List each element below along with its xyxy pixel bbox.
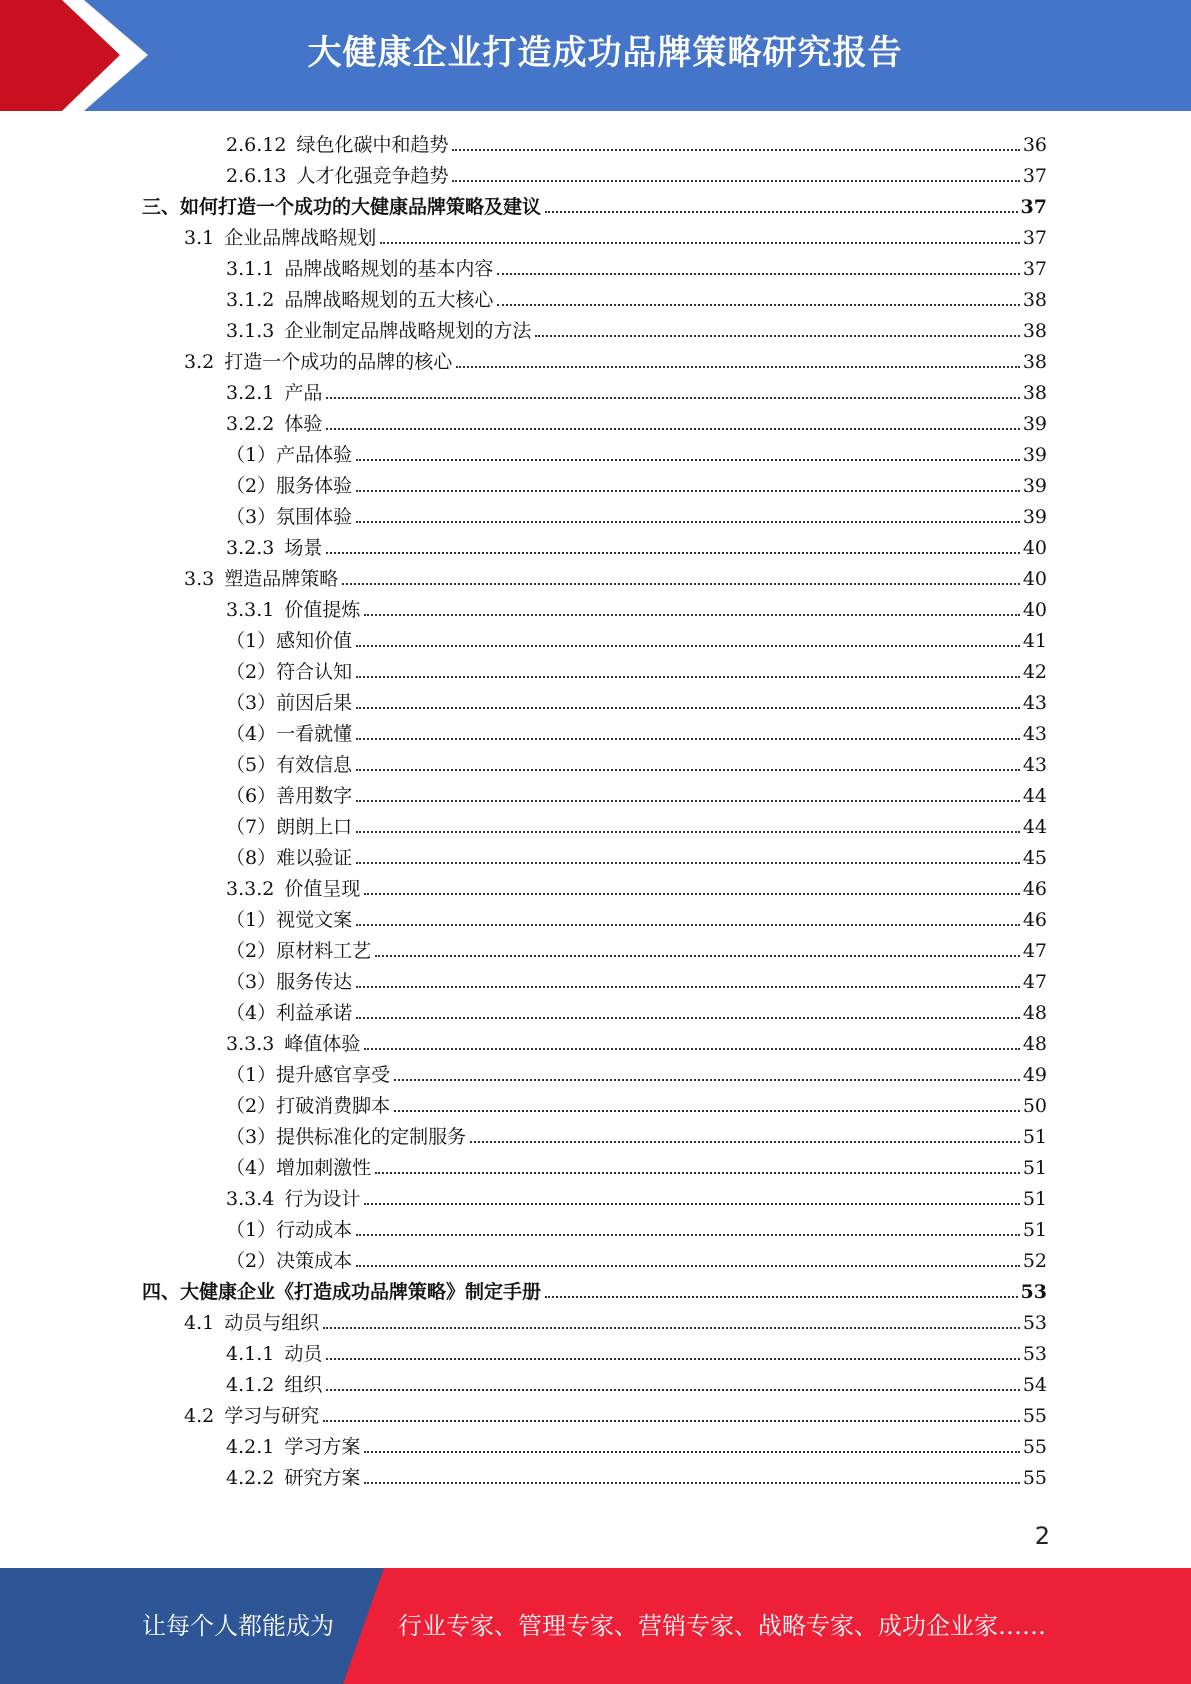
toc-entry-number: 3.3.2	[226, 878, 275, 900]
toc-entry-text	[226, 815, 352, 839]
toc-entry-number: 3.3.4	[226, 1188, 275, 1210]
toc-entry[interactable]	[226, 994, 1047, 1025]
toc-page-number: 46	[1022, 909, 1047, 931]
toc-page-number: 39	[1022, 413, 1047, 435]
toc-dot-leader	[394, 1079, 1020, 1081]
toc-page-number: 37	[1020, 196, 1047, 218]
toc-entry-label: 打造一个成功的品牌的核心	[224, 351, 453, 373]
toc-entry-text	[226, 908, 352, 932]
toc-entry-label: 产品	[284, 382, 323, 404]
toc-entry-text	[226, 1249, 352, 1273]
toc-entry[interactable]	[226, 901, 1047, 932]
toc-entry-number: 3.2	[184, 351, 215, 373]
toc-dot-leader	[356, 924, 1020, 926]
toc-entry-label: 峰值体验	[284, 1033, 361, 1055]
toc-dot-leader	[356, 769, 1020, 771]
toc-entry[interactable]	[184, 1397, 1047, 1428]
toc-entry-label: 人才化强竞争趋势	[296, 165, 449, 187]
toc-entry[interactable]	[226, 498, 1047, 529]
toc-entry-label: 行为设计	[284, 1188, 361, 1210]
toc-dot-leader	[456, 366, 1020, 368]
toc-dot-leader	[356, 831, 1020, 833]
toc-entry-label: 绿色化碳中和趋势	[296, 134, 449, 156]
toc-dot-leader	[326, 1389, 1019, 1391]
toc-page-number: 40	[1022, 599, 1047, 621]
toc-entry-label: 学习方案	[284, 1436, 361, 1458]
toc-dot-leader	[323, 1420, 1020, 1422]
toc-dot-leader	[326, 1358, 1019, 1360]
toc-page-number: 41	[1022, 630, 1047, 652]
toc-entry[interactable]	[226, 963, 1047, 994]
toc-page-number: 51	[1022, 1126, 1047, 1148]
toc-entry-text	[226, 1156, 371, 1180]
toc-entry-text	[184, 1404, 319, 1428]
toc-entry-label: （5）有效信息	[226, 754, 353, 776]
toc-entry[interactable]	[226, 1428, 1047, 1459]
toc-entry[interactable]	[226, 746, 1047, 777]
toc-page-number: 37	[1022, 258, 1047, 280]
toc-entry[interactable]	[226, 436, 1047, 467]
toc-entry-label: （3）氛围体验	[226, 506, 353, 528]
toc-entry-label: （4）增加刺激性	[226, 1157, 372, 1179]
toc-page-number: 48	[1022, 1002, 1047, 1024]
toc-entry[interactable]	[226, 405, 1047, 436]
toc-entry-text	[226, 660, 352, 684]
toc-page-number: 52	[1022, 1250, 1047, 1272]
toc-dot-leader	[497, 273, 1019, 275]
toc-entry[interactable]	[142, 1273, 1047, 1304]
toc-entry-text	[226, 1435, 360, 1459]
toc-entry-label: （8）难以验证	[226, 847, 353, 869]
toc-entry-label: （3）提供标准化的定制服务	[226, 1126, 467, 1148]
toc-entry-label: （7）朗朗上口	[226, 816, 353, 838]
toc-page-number: 51	[1022, 1219, 1047, 1241]
toc-dot-leader	[356, 738, 1020, 740]
document-title: 大健康企业打造成功品牌策略研究报告	[307, 33, 903, 73]
toc-dot-leader	[356, 1234, 1020, 1236]
toc-entry[interactable]	[226, 1087, 1047, 1118]
toc-entry[interactable]	[226, 839, 1047, 870]
toc-entry-number: 3.2.2	[226, 413, 275, 435]
toc-page-number: 37	[1022, 165, 1047, 187]
toc-page-number: 49	[1022, 1064, 1047, 1086]
toc-entry-label: （3）前因后果	[226, 692, 353, 714]
toc-entry-text	[226, 443, 352, 467]
toc-entry-label: 动员与组织	[224, 1312, 320, 1334]
toc-entry-text	[226, 846, 352, 870]
toc-entry-label: 体验	[284, 413, 323, 435]
toc-entry-label: 三、如何打造一个成功的大健康品牌策略及建议	[142, 196, 542, 218]
toc-page-number: 38	[1022, 351, 1047, 373]
toc-entry[interactable]	[226, 1335, 1047, 1366]
header-bar	[0, 0, 1191, 111]
toc-entry-text	[226, 1125, 466, 1149]
toc-entry-label: （2）服务体验	[226, 475, 353, 497]
toc-dot-leader	[497, 304, 1019, 306]
toc-entry[interactable]	[226, 126, 1047, 157]
toc-entry-text	[226, 133, 448, 157]
toc-dot-leader	[364, 1048, 1019, 1050]
toc-entry-number: 3.1.1	[226, 258, 275, 280]
toc-entry-label: （2）原材料工艺	[226, 940, 372, 962]
toc-dot-leader	[326, 397, 1019, 399]
toc-entry[interactable]	[226, 1242, 1047, 1273]
toc-dot-leader	[356, 862, 1020, 864]
toc-dot-leader	[356, 521, 1020, 523]
toc-entry-label: 研究方案	[284, 1467, 361, 1489]
toc-dot-leader	[323, 1327, 1020, 1329]
toc-entry-text	[226, 319, 531, 343]
toc-entry-label: 品牌战略规划的基本内容	[284, 258, 494, 280]
toc-entry-label: （1）行动成本	[226, 1219, 353, 1241]
toc-dot-leader	[356, 1017, 1020, 1019]
toc-entry-label: （2）符合认知	[226, 661, 353, 683]
toc-page-number: 45	[1022, 847, 1047, 869]
toc-entry-number: 4.1.1	[226, 1343, 275, 1365]
toc-entry[interactable]	[184, 219, 1047, 250]
toc-dot-leader	[535, 335, 1019, 337]
toc-page-number: 39	[1022, 475, 1047, 497]
toc-page-number: 55	[1022, 1467, 1047, 1489]
toc-dot-leader	[452, 180, 1019, 182]
toc-entry-text	[226, 722, 352, 746]
toc-entry-label: 学习与研究	[224, 1405, 320, 1427]
toc-page-number: 51	[1022, 1188, 1047, 1210]
toc-dot-leader	[326, 552, 1019, 554]
toc-page-number: 37	[1022, 227, 1047, 249]
toc-entry[interactable]	[226, 653, 1047, 684]
toc-dot-leader	[326, 428, 1019, 430]
toc-entry-label: （4）一看就懂	[226, 723, 353, 745]
toc-page-number: 53	[1022, 1343, 1047, 1365]
toc-dot-leader	[380, 242, 1020, 244]
toc-entry[interactable]	[226, 1149, 1047, 1180]
toc-dot-leader	[356, 707, 1020, 709]
toc-entry[interactable]	[226, 1025, 1047, 1056]
toc-dot-leader	[545, 1296, 1018, 1298]
toc-entry-text	[142, 195, 541, 219]
toc-dot-leader	[375, 1172, 1020, 1174]
footer-slogan-left: 让每个人都能成为	[142, 1612, 334, 1640]
toc-dot-leader	[452, 149, 1019, 151]
toc-entry-text	[226, 1218, 352, 1242]
toc-entry-number: 4.2.2	[226, 1467, 275, 1489]
toc-dot-leader	[394, 1110, 1020, 1112]
toc-entry-text	[226, 598, 360, 622]
toc-dot-leader	[356, 645, 1020, 647]
footer-bar	[0, 1568, 1191, 1684]
toc-dot-leader	[364, 1451, 1019, 1453]
toc-entry-text	[226, 939, 371, 963]
toc-entry[interactable]	[226, 1118, 1047, 1149]
toc-entry[interactable]	[226, 1459, 1047, 1490]
toc-entry-label: （1）视觉文案	[226, 909, 353, 931]
toc-entry[interactable]	[184, 1304, 1047, 1335]
toc-entry[interactable]	[226, 870, 1047, 901]
toc-entry-label: 企业品牌战略规划	[224, 227, 377, 249]
toc-entry[interactable]	[226, 157, 1047, 188]
toc-entry-label: （2）决策成本	[226, 1250, 353, 1272]
toc-entry[interactable]	[142, 188, 1047, 219]
toc-entry-label: 塑造品牌策略	[224, 568, 339, 590]
toc-page-number: 53	[1022, 1312, 1047, 1334]
toc-page-number: 39	[1022, 506, 1047, 528]
toc-entry-text	[226, 753, 352, 777]
toc-page-number: 44	[1022, 816, 1047, 838]
toc-page-number: 47	[1022, 971, 1047, 993]
footer-slogan-right: 行业专家、管理专家、营销专家、战略专家、成功企业家……	[398, 1612, 1046, 1640]
toc-entry-text	[184, 226, 376, 250]
toc-entry-number: 2.6.12	[226, 134, 287, 156]
toc-dot-leader	[342, 583, 1020, 585]
toc-entry-text	[184, 350, 452, 374]
toc-entry-number: 3.1.2	[226, 289, 275, 311]
toc-dot-leader	[356, 1265, 1020, 1267]
toc-dot-leader	[364, 614, 1019, 616]
toc-page-number: 43	[1022, 692, 1047, 714]
toc-entry[interactable]	[184, 560, 1047, 591]
toc-entry-label: 企业制定品牌战略规划的方法	[284, 320, 532, 342]
toc-entry-text	[226, 257, 493, 281]
toc-entry[interactable]	[226, 1180, 1047, 1211]
toc-entry-text	[226, 1466, 360, 1490]
toc-entry-text	[226, 1187, 360, 1211]
toc-page-number: 51	[1022, 1157, 1047, 1179]
toc-entry-number: 3.3	[184, 568, 215, 590]
toc-entry[interactable]	[226, 808, 1047, 839]
toc-entry-text	[226, 474, 352, 498]
toc-entry[interactable]	[226, 281, 1047, 312]
toc-page-number: 38	[1022, 289, 1047, 311]
toc-entry-number: 4.1	[184, 1312, 215, 1334]
toc-entry[interactable]	[226, 1366, 1047, 1397]
toc-page-number: 46	[1022, 878, 1047, 900]
toc-page-number: 47	[1022, 940, 1047, 962]
toc-entry[interactable]	[226, 374, 1047, 405]
toc-page-number: 48	[1022, 1033, 1047, 1055]
toc-page-number: 55	[1022, 1436, 1047, 1458]
toc-page-number: 40	[1022, 568, 1047, 590]
toc-dot-leader	[356, 459, 1020, 461]
toc-entry-number: 3.3.1	[226, 599, 275, 621]
toc-entry-text	[226, 1094, 390, 1118]
toc-page-number: 39	[1022, 444, 1047, 466]
toc-entry[interactable]	[226, 591, 1047, 622]
toc-entry-text	[226, 691, 352, 715]
toc-dot-leader	[375, 955, 1020, 957]
toc-entry-number: 3.2.1	[226, 382, 275, 404]
toc-dot-leader	[364, 1482, 1019, 1484]
toc-entry[interactable]	[226, 1056, 1047, 1087]
toc-entry-label: （1）感知价值	[226, 630, 353, 652]
toc-entry-number: 2.6.13	[226, 165, 287, 187]
toc-entry-text	[226, 164, 448, 188]
toc-entry-number: 3.3.3	[226, 1033, 275, 1055]
toc-page-number: 38	[1022, 382, 1047, 404]
toc-page-number: 55	[1022, 1405, 1047, 1427]
toc-entry[interactable]	[226, 684, 1047, 715]
toc-entry-label: （2）打破消费脚本	[226, 1095, 391, 1117]
toc-entry[interactable]	[226, 250, 1047, 281]
toc-entry-text	[226, 970, 352, 994]
toc-entry[interactable]	[226, 777, 1047, 808]
toc-entry-text	[226, 412, 322, 436]
toc-entry-label: 品牌战略规划的五大核心	[284, 289, 494, 311]
toc-dot-leader	[356, 676, 1020, 678]
toc-entry-text	[226, 629, 352, 653]
toc-page-number: 53	[1020, 1281, 1047, 1303]
toc-entry-label: 价值提炼	[284, 599, 361, 621]
toc-dot-leader	[364, 893, 1019, 895]
toc-page-number: 50	[1022, 1095, 1047, 1117]
toc-entry-text	[226, 1001, 352, 1025]
toc-entry-text	[226, 288, 493, 312]
toc-page-number: 43	[1022, 754, 1047, 776]
toc-entry[interactable]	[226, 467, 1047, 498]
toc-entry-label: 四、大健康企业《打造成功品牌策略》制定手册	[142, 1281, 542, 1303]
toc-entry-label: 场景	[284, 537, 323, 559]
toc-entry-text	[226, 381, 322, 405]
toc-page-number: 36	[1022, 134, 1047, 156]
toc-entry-text	[226, 505, 352, 529]
toc-entry-text	[226, 1032, 360, 1056]
toc-dot-leader	[364, 1203, 1019, 1205]
toc-entry-label: 动员	[284, 1343, 323, 1365]
toc-entry[interactable]	[226, 1211, 1047, 1242]
toc-dot-leader	[356, 800, 1020, 802]
toc-entry-label: （6）善用数字	[226, 785, 353, 807]
toc-entry-label: （1）产品体验	[226, 444, 353, 466]
toc-entry-number: 4.1.2	[226, 1374, 275, 1396]
toc-entry-number: 3.2.3	[226, 537, 275, 559]
toc-entry-text	[142, 1280, 541, 1304]
toc-entry[interactable]	[226, 312, 1047, 343]
toc-entry-text	[226, 784, 352, 808]
toc-dot-leader	[356, 986, 1020, 988]
toc-entry-number: 3.1	[184, 227, 215, 249]
toc-page-number: 43	[1022, 723, 1047, 745]
toc-entry-label: （3）服务传达	[226, 971, 353, 993]
toc-entry[interactable]	[184, 343, 1047, 374]
toc-entry[interactable]	[226, 529, 1047, 560]
toc-entry-text	[226, 1342, 322, 1366]
toc-entry-text	[226, 1373, 322, 1397]
toc-entry[interactable]	[226, 932, 1047, 963]
toc-page-number: 38	[1022, 320, 1047, 342]
toc-page-number: 42	[1022, 661, 1047, 683]
toc-entry-label: （1）提升感官享受	[226, 1064, 391, 1086]
toc-entry-number: 4.2	[184, 1405, 215, 1427]
toc-entry-text	[226, 877, 360, 901]
page-number: 2	[1034, 1522, 1050, 1550]
toc-entry-label: 价值呈现	[284, 878, 361, 900]
toc-entry-text	[184, 1311, 319, 1335]
toc-entry-number: 3.1.3	[226, 320, 275, 342]
toc-dot-leader	[356, 490, 1020, 492]
toc-entry-label: 组织	[284, 1374, 323, 1396]
toc-entry[interactable]	[226, 622, 1047, 653]
toc-page-number: 54	[1022, 1374, 1047, 1396]
toc-entry-text	[184, 567, 338, 591]
toc-entry-text	[226, 1063, 390, 1087]
toc-entry-text	[226, 536, 322, 560]
toc-dot-leader	[545, 211, 1018, 213]
toc-dot-leader	[470, 1141, 1020, 1143]
toc-entry-label: （4）利益承诺	[226, 1002, 353, 1024]
toc-page-number: 44	[1022, 785, 1047, 807]
toc-entry-number: 4.2.1	[226, 1436, 275, 1458]
toc-page-number: 40	[1022, 537, 1047, 559]
toc-entry[interactable]	[226, 715, 1047, 746]
